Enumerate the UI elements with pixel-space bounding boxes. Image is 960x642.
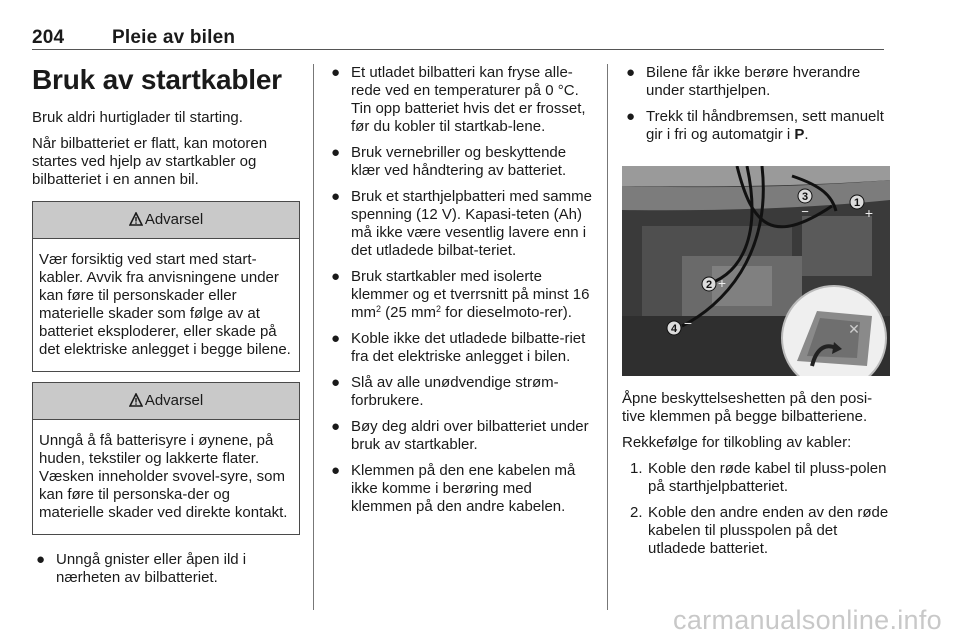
bullet-text-part: Trekk til håndbremsen, sett manuelt gir i fri og automatgir i — [646, 108, 884, 143]
bullet-dot: ● — [331, 144, 341, 161]
after-figure-text-1: Åpne beskyttelseshetten på den posi-tive klemmen på begge bilbatteriene. — [622, 390, 873, 425]
bullet-list-col1 — [32, 551, 300, 587]
bullet-text: Bilene får ikke berøre hverandre under starthjelpen. — [646, 64, 861, 99]
list-item — [622, 504, 890, 558]
connection-steps — [622, 460, 890, 558]
bullet-text: Slå av alle unødvendige strøm-forbrukere. — [351, 374, 559, 409]
warning-header-2 — [33, 383, 299, 420]
bullet-dot: ● — [331, 374, 341, 391]
page-number: 204 — [32, 27, 65, 48]
list-item — [327, 144, 595, 180]
page-title: Bruk av startkabler — [32, 64, 282, 95]
list-item — [327, 418, 595, 454]
bullet-text — [351, 268, 589, 321]
list-item — [327, 188, 595, 260]
bullet-text — [646, 108, 884, 143]
bullet-text-part: for dieselmoto-rer). — [441, 304, 572, 321]
intro-paragraph-2: Når bilbatteriet er flatt, kan motoren startes ved hjelp av startkabler og bilbatteriet i en annen bil. — [32, 135, 268, 188]
list-item — [622, 460, 890, 496]
warning-triangle-icon — [129, 212, 143, 226]
figure-label-4: 4 — [670, 323, 678, 335]
column-divider-right — [607, 64, 608, 610]
step-text: Koble den andre enden av den røde kabelen til plusspolen på det utladede batteriet. — [648, 504, 889, 557]
warning-header-1 — [33, 202, 299, 239]
bullet-text-part: (25 mm — [381, 304, 437, 321]
list-item — [622, 64, 890, 100]
bullet-text: Koble ikke det utladede bilbatte-riet fra det elektriske anlegget i bilen. — [351, 330, 586, 365]
section-title: Pleie av bilen — [112, 27, 236, 48]
step-number: 2. — [630, 504, 643, 521]
figure-plus-1: + — [864, 205, 874, 221]
warning-triangle-icon — [129, 393, 143, 407]
figure-label-2: 2 — [705, 279, 713, 291]
figure-x-mark: ✕ — [848, 322, 860, 338]
intro-paragraph-1: Bruk aldri hurtiglader til starting. — [32, 109, 243, 126]
header-divider — [32, 49, 884, 50]
after-figure-text-2: Rekkefølge for tilkobling av kabler: — [622, 434, 852, 451]
step-text: Koble den røde kabel til pluss-polen på starthjelpbatteriet. — [648, 460, 887, 495]
bullet-dot: ● — [331, 188, 341, 205]
battery-jump-start-figure — [622, 166, 890, 376]
list-item — [327, 330, 595, 366]
bullet-text: Bruk vernebriller og beskyttende klær ved håndtering av batteriet. — [351, 144, 567, 179]
bullet-text-part: . — [804, 126, 809, 143]
column-2 — [327, 64, 595, 524]
bullet-text: Unngå gnister eller åpen ild i nærheten av bilbatteriet. — [56, 551, 247, 586]
warning-box-2 — [32, 382, 300, 535]
bullet-text: Et utladet bilbatteri kan fryse alle-rede ved en temperaturer på 0 °C. Tin opp batteriet hvis det er frosset, før du kobler til startkab-lene. — [351, 64, 586, 135]
bullet-text-part: Bruk startkabler med isolerte klemmer og et tverrsnitt på minst 16 mm — [351, 268, 590, 321]
list-item — [327, 268, 595, 322]
warning-text-2: Unngå å få batterisyre i øynene, på huden, tekstiler og lakkerte flater. Væsken inneholder svovel-syre, som kan føre til personska-der og materielle skader ved direkte kontakt. — [39, 432, 288, 521]
figure-minus-3: − — [801, 204, 809, 219]
step-number: 1. — [630, 460, 643, 477]
figure-label-1: 1 — [853, 197, 861, 209]
warning-box-1 — [32, 201, 300, 372]
bullet-dot: ● — [626, 108, 636, 125]
figure-minus-4: − — [683, 315, 693, 331]
bullet-dot: ● — [331, 330, 341, 347]
warning-label-1: Advarsel — [144, 211, 204, 228]
superscript: 2 — [436, 304, 442, 314]
bullet-dot: ● — [331, 418, 341, 435]
bullet-dot: ● — [36, 551, 46, 568]
warning-text-1: Vær forsiktig ved start med start-kabler. Avvik fra anvisningene under kan føre til personskader eller materielle skader som følge av at batteriet eksploderer, eller skade på det elektriske anlegget i begge bilene. — [39, 251, 291, 358]
column-1 — [32, 64, 300, 595]
bullet-list-col3 — [622, 64, 890, 144]
list-item — [32, 551, 300, 587]
bullet-dot: ● — [331, 462, 341, 479]
list-item — [327, 64, 595, 136]
bullet-dot: ● — [626, 64, 636, 81]
page-header — [32, 27, 235, 49]
warning-label-2: Advarsel — [144, 392, 204, 409]
list-item — [327, 462, 595, 516]
figure-plus-2: + — [717, 275, 727, 291]
column-divider-left — [313, 64, 314, 610]
watermark: carmanualsonline.info — [673, 605, 942, 635]
bullet-list-col2 — [327, 64, 595, 516]
bullet-dot: ● — [331, 64, 341, 81]
list-item — [622, 108, 890, 144]
gear-position-p: P — [794, 126, 805, 143]
bullet-dot: ● — [331, 268, 341, 285]
bullet-text: Bøy deg aldri over bilbatteriet under bruk av startkabler. — [351, 418, 589, 453]
figure-label-3: 3 — [801, 191, 809, 203]
list-item — [327, 374, 595, 410]
column-3 — [622, 64, 890, 566]
bullet-text: Bruk et starthjelpbatteri med samme spenning (12 V). Kapasi-teten (Ah) må ikke være vesentlig lavere enn i det utladede bilbat-teriet. — [351, 188, 592, 259]
superscript: 2 — [376, 304, 382, 314]
bullet-text: Klemmen på den ene kabelen må ikke komme i berøring med klemmen på den andre kabelen. — [351, 462, 576, 515]
